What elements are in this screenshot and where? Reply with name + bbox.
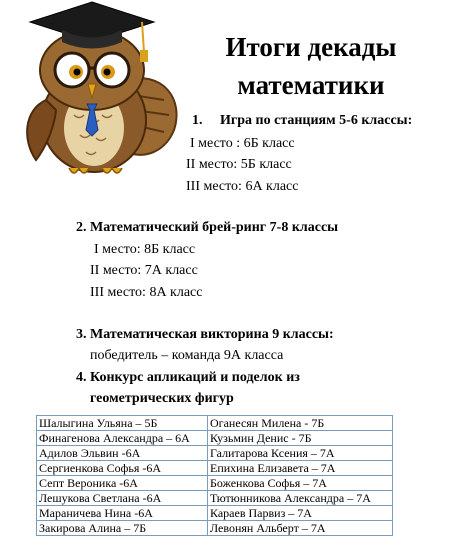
table-cell: Епихина Елизавета – 7А [208,461,393,476]
table-cell: Караев Парвиз – 7А [208,506,393,521]
table-row [37,446,393,461]
section-title: Конкурс апликаций и поделок из [90,370,300,385]
table-cell: Септ Вероника -6А [37,476,208,491]
table-cell: Адилов Эльвин -6А [37,446,208,461]
table-cell: Кузьмин Денис - 7Б [208,431,393,446]
section-title-continued: геометрических фигур [90,391,234,406]
page-title [196,28,426,104]
table-cell: Оганесян Милена - 7Б [208,416,393,431]
table-cell: Сергиенкова Софья -6А [37,461,208,476]
section-number: 3. [76,327,87,342]
table-cell: Финагенова Александра – 6А [37,431,208,446]
result-line: II место: 7А класс [90,263,198,278]
table-cell: Закирова Алина – 7Б [37,521,208,536]
title-line-2: математики [237,70,385,100]
section-4-heading [76,369,300,387]
result-line: победитель – команда 9А класса [90,348,284,363]
table-row [37,416,393,431]
section-3-heading [76,326,334,344]
table-cell: Боженкова Софья – 7А [208,476,393,491]
table-row [37,431,393,446]
result-line: I место : 6Б класс [190,136,295,151]
table-cell: Мараничева Нина -6А [37,506,208,521]
section-title: Математический брей-ринг 7-8 классы [90,220,339,235]
winners-table [36,415,393,536]
section-2-heading [76,219,338,237]
table-row [37,521,393,536]
section-title: Математическая викторина 9 классы: [90,327,334,342]
table-row [37,491,393,506]
result-line: II место: 5Б класс [186,157,292,172]
section-number: 4. [76,370,87,385]
section-number: 1. [192,113,203,128]
table-row [37,506,393,521]
section-number: 2. [76,220,87,235]
table-cell: Шалыгина Ульяна – 5Б [37,416,208,431]
table-row [37,461,393,476]
table-cell: Галитарова Ксения – 7А [208,446,393,461]
table-cell: Левонян Альберт – 7А [208,521,393,536]
title-line-1: Итоги декады [225,32,397,62]
table-row [37,476,393,491]
owl-graduate-icon [14,0,186,180]
result-line: III место: 6А класс [186,179,299,194]
section-title: Игра по станциям 5-6 классы: [220,113,413,128]
result-line: I место: 8Б класс [94,242,196,257]
table-cell: Тютюнникова Александра – 7А [208,491,393,506]
result-line: III место: 8А класс [90,285,203,300]
table-cell: Лешукова Светлана -6А [37,491,208,506]
section-1-heading [192,112,412,130]
